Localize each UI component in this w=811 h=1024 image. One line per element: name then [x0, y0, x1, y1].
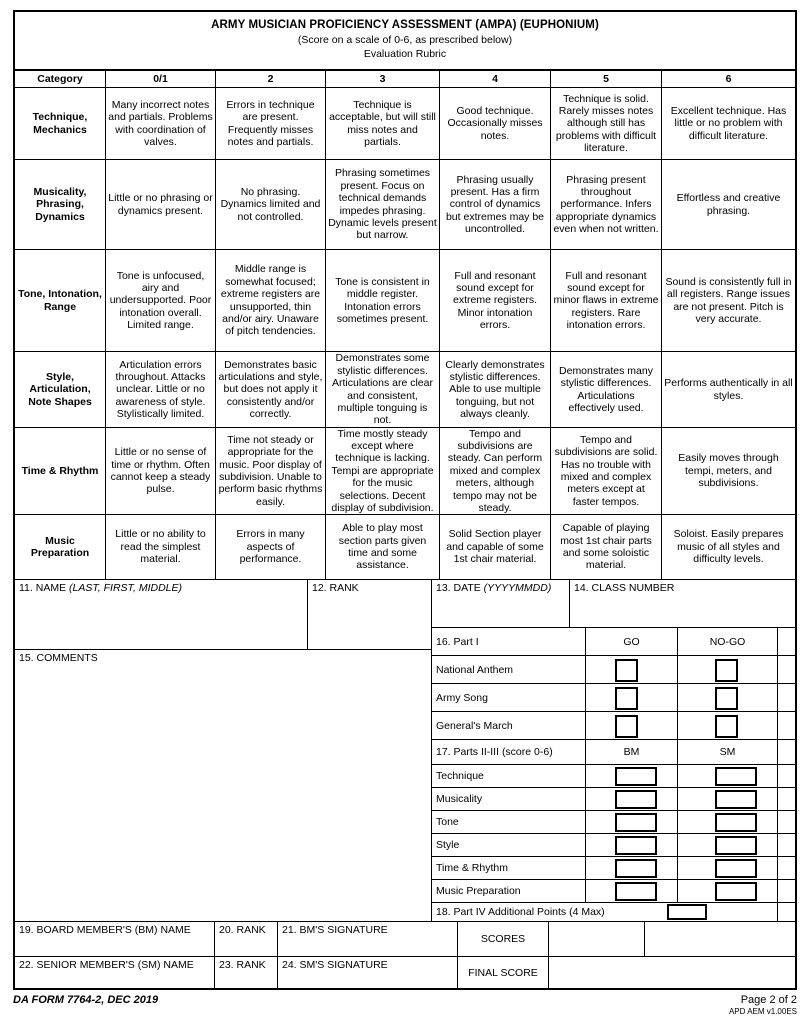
name-field-label: 11. NAME (LAST, FIRST, MIDDLE)	[19, 582, 182, 594]
rubric-cell: Little or no sense of time or rhythm. Often cannot keep a steady pulse.	[106, 428, 216, 515]
sm-score-cell	[678, 834, 778, 857]
bm-score-cell	[586, 765, 678, 788]
form-number: DA FORM 7764-2, DEC 2019	[13, 994, 159, 1006]
rubric-cell: Excellent technique. Has little or no problem with difficult literature.	[662, 88, 795, 160]
bm-score-cell	[586, 811, 678, 834]
spacer-cell	[778, 788, 795, 811]
class-number-field[interactable]	[570, 580, 795, 628]
rubric-category-style: Style, Articulation, Note Shapes	[15, 352, 106, 428]
sm-rank-field[interactable]	[215, 957, 278, 988]
rubric-cell: Capable of playing most 1st chair parts and some soloistic material.	[551, 515, 662, 580]
bm-signature-field[interactable]	[278, 922, 458, 957]
rubric-cell: Phrasing usually present. Has a firm control of dynamics but extremes may be uncontrolled.	[440, 160, 551, 250]
rubric-cell: Little or no ability to read the simplest material.	[106, 515, 216, 580]
sm-signature-field-label: 24. SM'S SIGNATURE	[282, 959, 388, 971]
page-number: Page 2 of 2	[740, 994, 797, 1006]
no-go-cell	[678, 684, 778, 712]
rubric-label: Evaluation Rubric	[363, 48, 447, 60]
rubric-cell: Tempo and subdivisions are steady. Can perform mixed and complex meters, although tempo may not be steady.	[440, 428, 551, 515]
army-song-no-go-checkbox[interactable]	[715, 687, 738, 710]
musicality-sm-score-box[interactable]	[715, 790, 757, 809]
rubric-cell: Time mostly steady except where technique is lacking. Tempi are appropriate for the music selections. Decent display of subdivision.	[326, 428, 440, 515]
rank-field[interactable]	[308, 580, 432, 650]
spacer-cell	[778, 628, 795, 656]
bm-rank-field-label: 20. RANK	[219, 924, 266, 936]
rubric-col-header: 5	[551, 71, 662, 88]
rubric-category-musicality: Musicality, Phrasing, Dynamics	[15, 160, 106, 250]
bm-name-field-label: 19. BOARD MEMBER'S (BM) NAME	[19, 924, 191, 936]
technique-sm-score-box[interactable]	[715, 767, 757, 786]
rank-field-label: 12. RANK	[312, 582, 359, 594]
generals-march-no-go-checkbox[interactable]	[715, 715, 738, 738]
rubric-cell: Time not steady or appropriate for the music. Poor display of subdivision. Unable to perform basic rhythms easily.	[216, 428, 326, 515]
rubric-cell: Soloist. Easily prepares music of all styles and difficulty levels.	[662, 515, 795, 580]
rubric-col-header: 3	[326, 71, 440, 88]
name-field[interactable]	[15, 580, 308, 650]
spacer-cell	[778, 903, 795, 922]
rubric-cell: Many incorrect notes and partials. Problems with coordination of valves.	[106, 88, 216, 160]
generals-march-go-checkbox[interactable]	[615, 715, 638, 738]
sm-name-field-label: 22. SENIOR MEMBER'S (SM) NAME	[19, 959, 194, 971]
bm-score-cell	[586, 834, 678, 857]
comments-field-label: 15. COMMENTS	[19, 652, 98, 664]
rubric-category-tone: Tone, Intonation, Range	[15, 250, 106, 352]
scores-label: SCORES	[458, 922, 549, 957]
part4-row	[432, 903, 778, 922]
rubric-cell: No phrasing. Dynamics limited and not controlled.	[216, 160, 326, 250]
spacer-cell	[778, 684, 795, 712]
part1-item-generals-march: General's March	[432, 712, 586, 740]
rubric-cell: Good technique. Occasionally misses notes.	[440, 88, 551, 160]
national-anthem-go-checkbox[interactable]	[615, 659, 638, 682]
sm-score-cell	[678, 880, 778, 903]
rubric-cell: Demonstrates basic articulations and style, but does not apply it consistently and/or correctly.	[216, 352, 326, 428]
form-header	[15, 12, 795, 71]
tone-sm-score-box[interactable]	[715, 813, 757, 832]
rubric-cell: Demonstrates some stylistic differences. Articulations are clear and consistent, multiple tonguing is not.	[326, 352, 440, 428]
army-song-go-checkbox[interactable]	[615, 687, 638, 710]
musicality-bm-score-box[interactable]	[615, 790, 657, 809]
go-cell	[586, 712, 678, 740]
sm-column-header: SM	[678, 740, 778, 765]
sm-score-cell	[678, 765, 778, 788]
music-preparation-sm-score-box[interactable]	[715, 882, 757, 901]
part23-item-tone: Tone	[432, 811, 586, 834]
spacer-cell	[778, 740, 795, 765]
rubric-cell: Errors in technique are present. Frequently misses notes and partials.	[216, 88, 326, 160]
part23-item-style: Style	[432, 834, 586, 857]
part4-points-box[interactable]	[667, 904, 707, 920]
part23-item-musicality: Musicality	[432, 788, 586, 811]
rubric-col-header: 2	[216, 71, 326, 88]
spacer-cell	[778, 857, 795, 880]
rubric-cell: Tone is unfocused, airy and undersupported. Poor intonation overall. Limited range.	[106, 250, 216, 352]
bm-column-header: BM	[586, 740, 678, 765]
go-cell	[586, 684, 678, 712]
rubric-cell: Tempo and subdivisions are solid. Has no trouble with mixed and complex meters except at faster tempos.	[551, 428, 662, 515]
bm-score-cell	[586, 788, 678, 811]
part1-header: 16. Part I	[432, 628, 586, 656]
rubric-cell: Demonstrates many stylistic differences. Articulations effectively used.	[551, 352, 662, 428]
sm-signature-field[interactable]	[278, 957, 458, 988]
apd-version: APD AEM v1.00ES	[728, 1007, 797, 1016]
date-field[interactable]	[432, 580, 570, 628]
rubric-cell: Able to play most section parts given time and some assistance.	[326, 515, 440, 580]
spacer-cell	[778, 880, 795, 903]
rubric-cell: Middle range is somewhat focused; extreme registers are unsupported, thin and/or airy. Unaware of pitch tendencies.	[216, 250, 326, 352]
style-bm-score-box[interactable]	[615, 836, 657, 855]
part23-header: 17. Parts II-III (score 0-6)	[432, 740, 586, 765]
form-footer	[13, 994, 797, 1016]
bm-score-cell	[586, 857, 678, 880]
time-rhythm-bm-score-box[interactable]	[615, 859, 657, 878]
sm-name-field[interactable]	[15, 957, 215, 988]
form-title: ARMY MUSICIAN PROFICIENCY ASSESSMENT (AMPA) (EUPHONIUM)	[211, 19, 599, 31]
no-go-cell	[678, 712, 778, 740]
no-go-column-header: NO-GO	[678, 628, 778, 656]
rubric-table	[15, 71, 795, 580]
go-column-header: GO	[586, 628, 678, 656]
bm-total-score-cell[interactable]	[549, 922, 645, 957]
sm-rank-field-label: 23. RANK	[219, 959, 266, 971]
bm-signature-field-label: 21. BM'S SIGNATURE	[282, 924, 388, 936]
final-score-cell[interactable]	[549, 957, 795, 988]
style-sm-score-box[interactable]	[715, 836, 757, 855]
part1-item-army-song: Army Song	[432, 684, 586, 712]
rubric-cell: Sound is consistently full in all registers. Range issues are not present. Pitch is very accurate.	[662, 250, 795, 352]
part23-item-time-rhythm: Time & Rhythm	[432, 857, 586, 880]
rubric-cell: Performs authentically in all styles.	[662, 352, 795, 428]
rubric-cell: Effortless and creative phrasing.	[662, 160, 795, 250]
sm-score-cell	[678, 811, 778, 834]
rubric-cell: Phrasing present throughout performance. Infers appropriate dynamics even when not written.	[551, 160, 662, 250]
tone-bm-score-box[interactable]	[615, 813, 657, 832]
technique-bm-score-box[interactable]	[615, 767, 657, 786]
part4-label: 18. Part IV Additional Points (4 Max)	[436, 906, 605, 918]
sm-score-cell	[678, 857, 778, 880]
comments-field[interactable]	[15, 650, 432, 922]
rubric-cell: Phrasing sometimes present. Focus on technical demands impedes phrasing. Dynamic levels present but narrow.	[326, 160, 440, 250]
music-preparation-bm-score-box[interactable]	[615, 882, 657, 901]
rubric-cell: Clearly demonstrates stylistic differences. Able to use multiple tonguing, but not always cleanly.	[440, 352, 551, 428]
bm-rank-field[interactable]	[215, 922, 278, 957]
rubric-category-time-rhythm: Time & Rhythm	[15, 428, 106, 515]
spacer-cell	[778, 656, 795, 684]
go-cell	[586, 656, 678, 684]
rubric-cell: Tone is consistent in middle register. Intonation errors sometimes present.	[326, 250, 440, 352]
rubric-category-technique: Technique, Mechanics	[15, 88, 106, 160]
part1-item-national-anthem: National Anthem	[432, 656, 586, 684]
class-number-field-label: 14. CLASS NUMBER	[574, 582, 675, 594]
no-go-cell	[678, 656, 778, 684]
rubric-cell: Technique is acceptable, but will still miss notes and partials.	[326, 88, 440, 160]
rubric-col-header: Category	[15, 71, 106, 88]
page-info	[729, 994, 797, 1016]
bm-score-cell	[586, 880, 678, 903]
rubric-cell: Technique is solid. Rarely misses notes although still has problems with difficult literature.	[551, 88, 662, 160]
spacer-cell	[778, 834, 795, 857]
part23-item-technique: Technique	[432, 765, 586, 788]
rubric-col-header: 4	[440, 71, 551, 88]
rubric-cell: Easily moves through tempi, meters, and subdivisions.	[662, 428, 795, 515]
spacer-cell	[778, 765, 795, 788]
rubric-cell: Errors in many aspects of performance.	[216, 515, 326, 580]
rubric-cell: Articulation errors throughout. Attacks unclear. Little or no awareness of style. Stylistically limited.	[106, 352, 216, 428]
national-anthem-no-go-checkbox[interactable]	[715, 659, 738, 682]
rubric-cell: Little or no phrasing or dynamics present.	[106, 160, 216, 250]
rubric-col-header: 0/1	[106, 71, 216, 88]
bm-name-field[interactable]	[15, 922, 215, 957]
time-rhythm-sm-score-box[interactable]	[715, 859, 757, 878]
sm-score-cell	[678, 788, 778, 811]
sm-total-score-cell[interactable]	[645, 922, 795, 957]
form-subtitle: (Score on a scale of 0-6, as prescribed below)	[297, 34, 513, 46]
rubric-category-music-preparation: Music Preparation	[15, 515, 106, 580]
rubric-cell: Full and resonant sound except for extreme registers. Minor intonation errors.	[440, 250, 551, 352]
spacer-cell	[778, 712, 795, 740]
form-lower-section	[15, 580, 795, 988]
rubric-col-header: 6	[662, 71, 795, 88]
part23-item-music-preparation: Music Preparation	[432, 880, 586, 903]
spacer-cell	[778, 811, 795, 834]
rubric-cell: Solid Section player and capable of some 1st chair material.	[440, 515, 551, 580]
ampa-form	[13, 10, 797, 990]
date-field-label: 13. DATE (YYYYMMDD)	[436, 582, 552, 594]
final-score-label: FINAL SCORE	[458, 957, 549, 988]
rubric-cell: Full and resonant sound except for minor flaws in extreme registers. Rare intonation errors.	[551, 250, 662, 352]
